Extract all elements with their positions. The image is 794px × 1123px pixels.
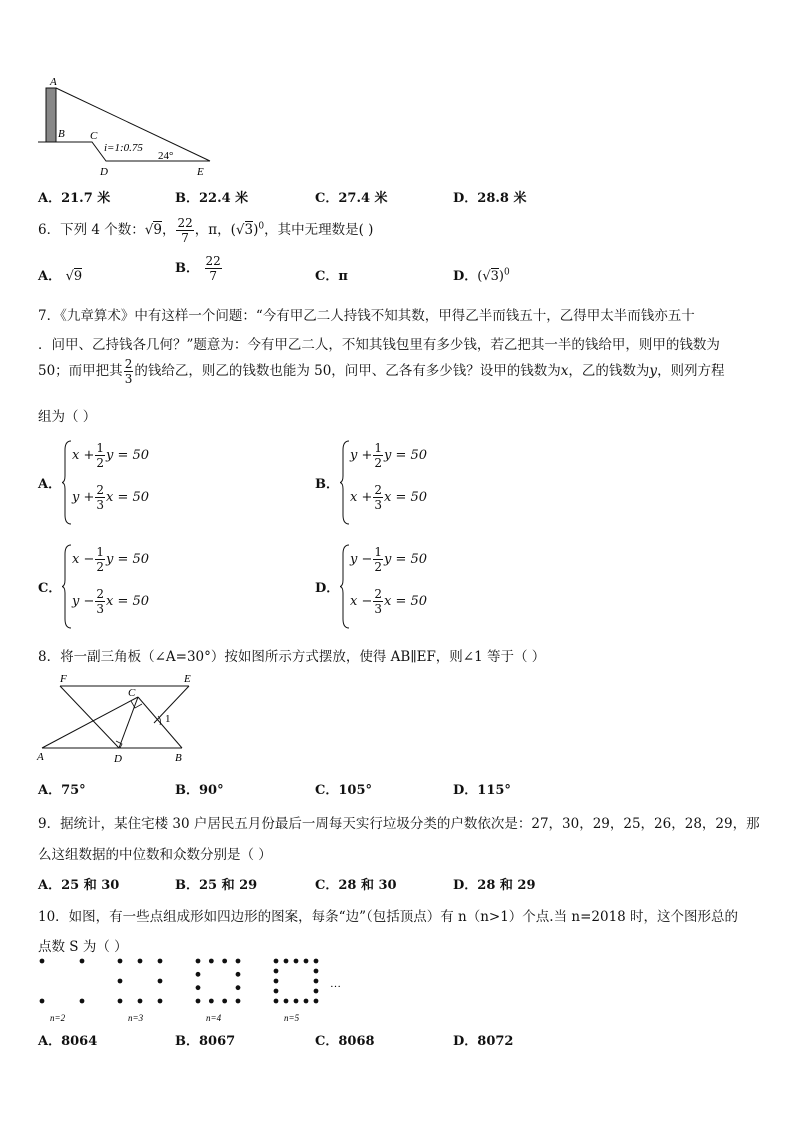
q10-line2: 点数 S 为（ ） — [38, 939, 128, 955]
q8-option-c[interactable]: C．105° — [315, 783, 372, 798]
dot — [294, 959, 299, 964]
q6-option-a[interactable]: A． √9 — [38, 269, 83, 284]
q8-option-d[interactable]: D．115° — [453, 783, 511, 798]
dot — [304, 999, 309, 1004]
q5-option-d[interactable]: D．28.8 米 — [453, 191, 527, 206]
label-C: C — [90, 130, 98, 142]
q5-option-a[interactable]: A．21.7 米 — [38, 191, 111, 206]
q6-pi: π — [208, 222, 218, 238]
q10-option-b[interactable]: B．8067 — [175, 1034, 236, 1049]
q7-system-c[interactable]: x − $\frac{1}{2}$ y = 50 y − $\frac{2}{3}$ x = 50 — [62, 544, 222, 629]
q6-stem-suffix: ，其中无理数是( ) — [264, 222, 374, 238]
dot — [196, 959, 201, 964]
brace-icon — [62, 544, 72, 629]
dot — [274, 979, 279, 984]
q6-stem: 6．下列 4 个数：√9， $\frac{22}{7}$ ，π，$(√3)^0$，其中无理数是( ) — [38, 216, 374, 245]
line-CD — [119, 697, 138, 748]
label-B: B — [175, 752, 182, 764]
dot — [236, 999, 241, 1004]
dot — [222, 959, 227, 964]
q8-stem: 8．将一副三角板（∠A=30°）按如图所示方式摆放，使得 AB∥EF，则∠1 等于（ ） — [38, 649, 546, 665]
dot — [196, 999, 201, 1004]
dot — [236, 985, 241, 990]
dot — [209, 959, 214, 964]
dot — [274, 989, 279, 994]
dot — [40, 999, 45, 1004]
brace-icon — [340, 544, 350, 629]
dot-patterns — [40, 959, 319, 1004]
dot — [196, 972, 201, 977]
q10-line1: 10．如图，有一些点组成形如四边形的图案，每条“边”（包括顶点）有 n（n>1）个点.当 n=2018 时，这个图形总的 — [38, 909, 739, 925]
label-n3: n=3 — [128, 1013, 144, 1023]
dot — [118, 999, 123, 1004]
q10-figure — [30, 955, 350, 1027]
q6-option-b[interactable]: B． $\frac{22}{7}$ — [175, 254, 221, 283]
q9-option-a[interactable]: A．25 和 30 — [38, 878, 120, 893]
angle-label: 24° — [158, 150, 174, 162]
q8-option-a[interactable]: A．75° — [38, 783, 86, 798]
label-E: E — [184, 673, 191, 685]
dot — [314, 989, 319, 994]
dot — [158, 999, 163, 1004]
q5-option-b[interactable]: B．22.4 米 — [175, 191, 249, 206]
dot — [236, 972, 241, 977]
dot — [284, 999, 289, 1004]
q6-stem-prefix: 6．下列 4 个数： — [38, 222, 145, 238]
q6-option-c[interactable]: C．π — [315, 269, 348, 284]
q10-option-a[interactable]: A．8064 — [38, 1034, 98, 1049]
q9-option-c[interactable]: C．28 和 30 — [315, 878, 397, 893]
dot — [80, 959, 85, 964]
dot — [138, 999, 143, 1004]
dot — [80, 999, 85, 1004]
q9-option-b[interactable]: B．25 和 29 — [175, 878, 258, 893]
dot — [118, 979, 123, 984]
q9-line2: 么这组数据的中位数和众数分别是（ ） — [38, 847, 272, 863]
dot — [294, 999, 299, 1004]
q7-option-b-label[interactable]: B． — [315, 477, 339, 492]
ellipsis: … — [330, 978, 341, 990]
q9-line1: 9．据统计，某住宅楼 30 户居民五月份最后一周每天实行垃圾分类的户数依次是：27，30，29，25，26，28，29，那 — [38, 816, 760, 832]
dot — [196, 985, 201, 990]
q7-option-c-label[interactable]: C． — [38, 581, 62, 596]
q8-figure — [34, 672, 204, 767]
label-B: B — [58, 128, 65, 140]
q7-line4: 组为（ ） — [38, 409, 97, 425]
label-A: A — [37, 751, 44, 763]
dot — [274, 999, 279, 1004]
dot — [236, 959, 241, 964]
q5-option-c[interactable]: C．27.4 米 — [315, 191, 388, 206]
dot — [209, 999, 214, 1004]
label-1: 1 — [165, 713, 171, 725]
brace-icon — [62, 440, 72, 525]
label-D: D — [100, 166, 108, 178]
line-CB — [138, 697, 182, 748]
slope-label: i=1:0.75 — [104, 142, 143, 154]
q7-option-a-label[interactable]: A． — [38, 477, 62, 492]
dot — [222, 999, 227, 1004]
q7-system-a[interactable]: x + $\frac{1}{2}$ y = 50 y + $\frac{2}{3}$ x = 50 — [62, 440, 222, 525]
label-n2: n=2 — [50, 1013, 66, 1023]
dot — [284, 959, 289, 964]
line-AC — [42, 697, 138, 748]
dot — [314, 959, 319, 964]
dot — [314, 999, 319, 1004]
building — [46, 88, 56, 142]
label-C: C — [128, 687, 136, 699]
dot — [304, 959, 309, 964]
label-n5: n=5 — [284, 1013, 300, 1023]
label-n4: n=4 — [206, 1013, 222, 1023]
dot — [158, 979, 163, 984]
q7-line1: 7．《九章算术》中有这样一个问题：“今有甲乙二人持钱不知其数，甲得乙半而钱五十，乙得甲太半而钱亦五十 — [38, 308, 695, 324]
q10-option-c[interactable]: C．8068 — [315, 1034, 375, 1049]
q10-option-d[interactable]: D．8072 — [453, 1034, 514, 1049]
dot — [118, 959, 123, 964]
dot — [40, 959, 45, 964]
q9-option-d[interactable]: D．28 和 29 — [453, 878, 536, 893]
q5-figure — [30, 75, 220, 180]
label-D: D — [114, 753, 122, 765]
q6-sqrt9: 9 — [153, 222, 162, 238]
label-A: A — [50, 76, 57, 88]
dot — [274, 969, 279, 974]
q7-system-d[interactable]: y − $\frac{1}{2}$ y = 50 x − $\frac{2}{3}$ x = 50 — [340, 544, 500, 629]
dot — [274, 959, 279, 964]
line-FD — [60, 686, 119, 748]
dot — [158, 959, 163, 964]
label-E: E — [197, 166, 204, 178]
dot — [314, 979, 319, 984]
q6-power-exp: 0 — [258, 221, 265, 232]
q7-line3: 50；而甲把其 $\frac{2}{3}$ 的钱给乙，则乙的钱数也能为 50，问甲、乙各有多少钱？设甲的钱数为x，乙的钱数为y，则列方程 — [38, 357, 725, 386]
q8-option-b[interactable]: B．90° — [175, 783, 224, 798]
q7-line2: ．问甲、乙持钱各几何？”题意为：今有甲乙二人，不知其钱包里有多少钱，若乙把其一半的钱给甲，则甲的钱数为 — [38, 337, 720, 353]
q6-power-base: 3 — [244, 222, 254, 238]
dot — [314, 969, 319, 974]
q7-system-b[interactable]: y + $\frac{1}{2}$ y = 50 x + $\frac{2}{3}$ x = 50 — [340, 440, 500, 525]
dot — [138, 959, 143, 964]
brace-icon — [340, 440, 350, 525]
label-F: F — [60, 673, 67, 685]
q7-option-d-label[interactable]: D． — [315, 581, 340, 596]
q6-fraction: $\frac{22}{7}$ — [177, 216, 193, 245]
q6-option-d[interactable]: D．$(√3)^0$ — [453, 267, 510, 284]
